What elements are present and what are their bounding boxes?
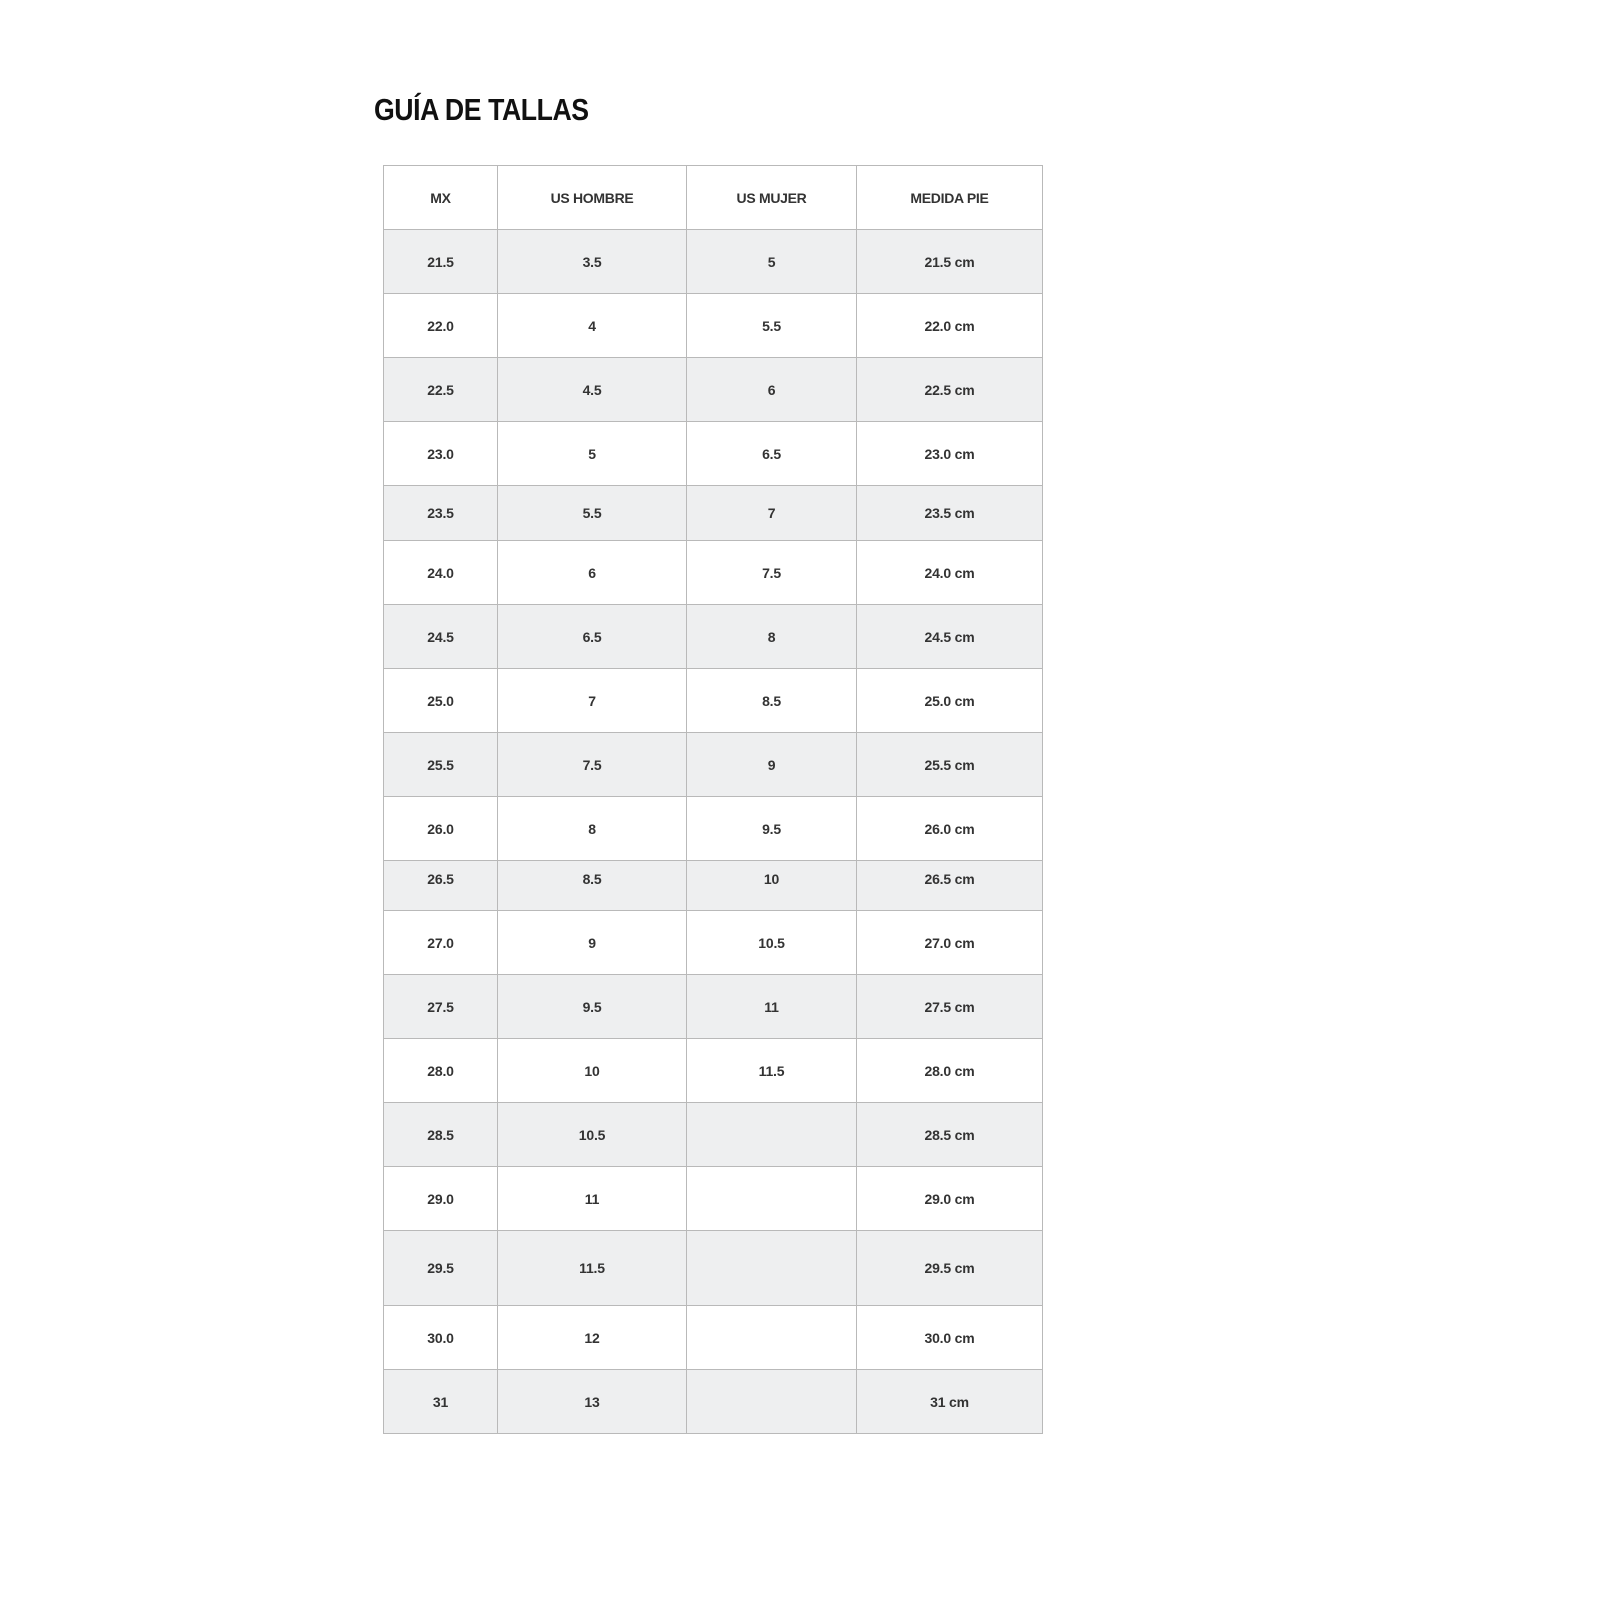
table-row [384, 733, 1043, 797]
cell-us-hombre: 3.5 [498, 230, 687, 294]
cell-us-hombre: 13 [498, 1370, 687, 1434]
cell-medida-pie: 26.5 cm [857, 861, 1043, 911]
size-chart-table [383, 165, 1043, 1434]
table-row [384, 1370, 1043, 1434]
cell-mx: 22.5 [384, 358, 498, 422]
table-row [384, 669, 1043, 733]
cell-mx: 27.0 [384, 911, 498, 975]
cell-medida-pie: 25.5 cm [857, 733, 1043, 797]
cell-us-mujer: 10.5 [687, 911, 857, 975]
cell-us-mujer: 8.5 [687, 669, 857, 733]
table-row [384, 605, 1043, 669]
cell-us-mujer [687, 1231, 857, 1306]
cell-medida-pie: 26.0 cm [857, 797, 1043, 861]
cell-medida-pie: 27.5 cm [857, 975, 1043, 1039]
cell-medida-pie: 30.0 cm [857, 1306, 1043, 1370]
header-us-mujer: US MUJER [687, 166, 857, 230]
header-mx: MX [384, 166, 498, 230]
table-row [384, 358, 1043, 422]
cell-us-mujer: 9.5 [687, 797, 857, 861]
cell-us-mujer: 5.5 [687, 294, 857, 358]
cell-mx: 27.5 [384, 975, 498, 1039]
table-row [384, 861, 1043, 911]
cell-us-mujer: 11.5 [687, 1039, 857, 1103]
cell-us-hombre: 5.5 [498, 486, 687, 541]
cell-us-hombre: 9 [498, 911, 687, 975]
cell-us-hombre: 10.5 [498, 1103, 687, 1167]
cell-mx: 23.0 [384, 422, 498, 486]
cell-us-hombre: 7 [498, 669, 687, 733]
cell-mx: 31 [384, 1370, 498, 1434]
table-row [384, 1103, 1043, 1167]
cell-us-hombre: 8 [498, 797, 687, 861]
cell-us-hombre: 6.5 [498, 605, 687, 669]
header-medida-pie: MEDIDA PIE [857, 166, 1043, 230]
cell-mx: 26.5 [384, 861, 498, 911]
cell-medida-pie: 29.0 cm [857, 1167, 1043, 1231]
cell-us-hombre: 10 [498, 1039, 687, 1103]
table-row [384, 975, 1043, 1039]
cell-medida-pie: 22.0 cm [857, 294, 1043, 358]
cell-us-mujer: 7.5 [687, 541, 857, 605]
cell-mx: 28.0 [384, 1039, 498, 1103]
cell-medida-pie: 23.0 cm [857, 422, 1043, 486]
cell-us-mujer [687, 1370, 857, 1434]
cell-mx: 23.5 [384, 486, 498, 541]
cell-mx: 24.0 [384, 541, 498, 605]
cell-mx: 25.0 [384, 669, 498, 733]
cell-medida-pie: 28.5 cm [857, 1103, 1043, 1167]
cell-us-mujer: 6 [687, 358, 857, 422]
table-row [384, 541, 1043, 605]
cell-mx: 24.5 [384, 605, 498, 669]
cell-us-mujer: 5 [687, 230, 857, 294]
cell-us-mujer: 8 [687, 605, 857, 669]
cell-us-mujer: 7 [687, 486, 857, 541]
cell-medida-pie: 31 cm [857, 1370, 1043, 1434]
cell-mx: 29.5 [384, 1231, 498, 1306]
cell-us-mujer [687, 1103, 857, 1167]
cell-medida-pie: 29.5 cm [857, 1231, 1043, 1306]
cell-us-hombre: 12 [498, 1306, 687, 1370]
header-us-hombre: US HOMBRE [498, 166, 687, 230]
table-row [384, 797, 1043, 861]
cell-mx: 30.0 [384, 1306, 498, 1370]
cell-medida-pie: 24.0 cm [857, 541, 1043, 605]
cell-us-hombre: 4.5 [498, 358, 687, 422]
cell-medida-pie: 25.0 cm [857, 669, 1043, 733]
cell-us-mujer [687, 1306, 857, 1370]
cell-us-hombre: 7.5 [498, 733, 687, 797]
cell-us-mujer: 6.5 [687, 422, 857, 486]
cell-us-hombre: 6 [498, 541, 687, 605]
table-row [384, 422, 1043, 486]
cell-us-hombre: 4 [498, 294, 687, 358]
cell-us-mujer [687, 1167, 857, 1231]
table-row [384, 1167, 1043, 1231]
cell-mx: 21.5 [384, 230, 498, 294]
cell-medida-pie: 27.0 cm [857, 911, 1043, 975]
table-body [384, 230, 1043, 1434]
table-row [384, 911, 1043, 975]
table-header-row [384, 166, 1043, 230]
cell-mx: 26.0 [384, 797, 498, 861]
cell-mx: 25.5 [384, 733, 498, 797]
table-row [384, 230, 1043, 294]
cell-medida-pie: 23.5 cm [857, 486, 1043, 541]
table-row [384, 486, 1043, 541]
cell-us-hombre: 8.5 [498, 861, 687, 911]
cell-medida-pie: 28.0 cm [857, 1039, 1043, 1103]
cell-medida-pie: 21.5 cm [857, 230, 1043, 294]
cell-us-hombre: 11 [498, 1167, 687, 1231]
cell-medida-pie: 22.5 cm [857, 358, 1043, 422]
cell-us-mujer: 9 [687, 733, 857, 797]
table-row [384, 1306, 1043, 1370]
cell-medida-pie: 24.5 cm [857, 605, 1043, 669]
cell-us-hombre: 11.5 [498, 1231, 687, 1306]
table-row [384, 1231, 1043, 1306]
cell-us-mujer: 10 [687, 861, 857, 911]
cell-us-mujer: 11 [687, 975, 857, 1039]
table-row [384, 1039, 1043, 1103]
cell-us-hombre: 9.5 [498, 975, 687, 1039]
page-title: GUÍA DE TALLAS [374, 92, 589, 127]
cell-mx: 28.5 [384, 1103, 498, 1167]
cell-mx: 29.0 [384, 1167, 498, 1231]
cell-mx: 22.0 [384, 294, 498, 358]
table-row [384, 294, 1043, 358]
cell-us-hombre: 5 [498, 422, 687, 486]
